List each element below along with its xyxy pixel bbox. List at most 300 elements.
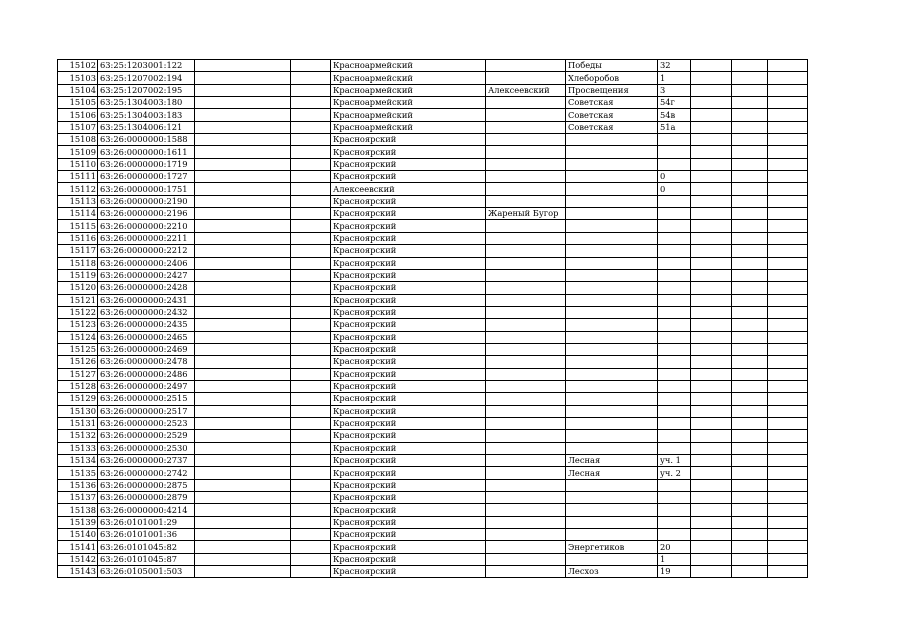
street-cell (566, 516, 658, 528)
cadastral-number-cell: 63:26:0101001:36 (98, 529, 195, 541)
district-cell: Красноярский (331, 430, 486, 442)
district-cell: Красноярский (331, 134, 486, 146)
table-row (58, 479, 808, 491)
house-cell (658, 380, 691, 392)
table-row (58, 72, 808, 84)
table-row (58, 417, 808, 429)
empty-cell (195, 306, 291, 318)
empty-cell (732, 134, 768, 146)
cadastral-number-cell: 63:26:0000000:2517 (98, 405, 195, 417)
cadastral-number-cell: 63:26:0000000:2486 (98, 368, 195, 380)
house-cell: 1 (658, 553, 691, 565)
empty-cell (691, 405, 732, 417)
cadastral-number-cell: 63:25:1304006:121 (98, 121, 195, 133)
row-number-cell: 15109 (58, 146, 98, 158)
row-number-cell: 15117 (58, 245, 98, 257)
empty-cell (691, 417, 732, 429)
street-cell (566, 356, 658, 368)
table-row (58, 245, 808, 257)
row-number-cell: 15134 (58, 455, 98, 467)
cadastral-number-cell: 63:26:0000000:2211 (98, 232, 195, 244)
empty-cell (768, 368, 808, 380)
empty-cell (291, 368, 331, 380)
empty-cell (732, 356, 768, 368)
empty-cell (732, 566, 768, 578)
row-number-cell: 15120 (58, 282, 98, 294)
empty-cell (195, 121, 291, 133)
cadastral-number-cell: 63:26:0000000:2523 (98, 417, 195, 429)
house-cell (658, 343, 691, 355)
row-number-cell: 15107 (58, 121, 98, 133)
house-cell: 54в (658, 109, 691, 121)
row-number-cell: 15142 (58, 553, 98, 565)
cadastral-number-cell: 63:26:0000000:2478 (98, 356, 195, 368)
empty-cell (732, 455, 768, 467)
empty-cell (768, 134, 808, 146)
house-cell (658, 516, 691, 528)
row-number-cell: 15118 (58, 257, 98, 269)
district-cell: Красноармейский (331, 121, 486, 133)
empty-cell (195, 529, 291, 541)
locality-cell (486, 343, 566, 355)
district-cell: Красноярский (331, 257, 486, 269)
empty-cell (768, 541, 808, 553)
house-cell: 1 (658, 72, 691, 84)
house-cell (658, 195, 691, 207)
locality-cell (486, 430, 566, 442)
row-number-cell: 15112 (58, 183, 98, 195)
empty-cell (195, 319, 291, 331)
empty-cell (768, 455, 808, 467)
table-row (58, 541, 808, 553)
house-cell (658, 146, 691, 158)
empty-cell (195, 492, 291, 504)
table-row (58, 331, 808, 343)
empty-cell (768, 566, 808, 578)
row-number-cell: 15126 (58, 356, 98, 368)
empty-cell (732, 109, 768, 121)
district-cell: Красноармейский (331, 72, 486, 84)
cadastral-number-cell: 63:26:0000000:2497 (98, 380, 195, 392)
cadastral-number-cell: 63:26:0000000:2469 (98, 343, 195, 355)
row-number-cell: 15114 (58, 208, 98, 220)
empty-cell (768, 245, 808, 257)
cadastral-number-cell: 63:26:0000000:2742 (98, 467, 195, 479)
street-cell (566, 158, 658, 170)
row-number-cell: 15129 (58, 393, 98, 405)
empty-cell (195, 331, 291, 343)
house-cell (658, 269, 691, 281)
district-cell: Красноярский (331, 220, 486, 232)
empty-cell (291, 183, 331, 195)
cadastral-number-cell: 63:26:0000000:1727 (98, 171, 195, 183)
empty-cell (768, 504, 808, 516)
empty-cell (291, 306, 331, 318)
table-row (58, 183, 808, 195)
locality-cell (486, 504, 566, 516)
locality-cell (486, 467, 566, 479)
empty-cell (691, 319, 732, 331)
district-cell: Красноярский (331, 343, 486, 355)
empty-cell (691, 331, 732, 343)
locality-cell (486, 356, 566, 368)
table-row (58, 195, 808, 207)
empty-cell (768, 257, 808, 269)
empty-cell (691, 72, 732, 84)
empty-cell (691, 171, 732, 183)
cadastral-number-cell: 63:26:0000000:1751 (98, 183, 195, 195)
empty-cell (691, 479, 732, 491)
street-cell (566, 393, 658, 405)
empty-cell (691, 368, 732, 380)
empty-cell (691, 220, 732, 232)
table-row (58, 282, 808, 294)
house-cell: 20 (658, 541, 691, 553)
district-cell: Красноярский (331, 516, 486, 528)
empty-cell (691, 566, 732, 578)
street-cell (566, 405, 658, 417)
locality-cell (486, 319, 566, 331)
empty-cell (768, 516, 808, 528)
empty-cell (291, 146, 331, 158)
row-number-cell: 15124 (58, 331, 98, 343)
empty-cell (291, 134, 331, 146)
street-cell: Советская (566, 97, 658, 109)
empty-cell (291, 294, 331, 306)
district-cell: Красноярский (331, 282, 486, 294)
empty-cell (732, 492, 768, 504)
empty-cell (195, 158, 291, 170)
table-row (58, 220, 808, 232)
empty-cell (691, 84, 732, 96)
table-row (58, 158, 808, 170)
house-cell (658, 368, 691, 380)
empty-cell (195, 294, 291, 306)
table-row (58, 516, 808, 528)
cadastral-number-cell: 63:26:0000000:2879 (98, 492, 195, 504)
empty-cell (732, 541, 768, 553)
locality-cell (486, 368, 566, 380)
empty-cell (291, 504, 331, 516)
empty-cell (732, 529, 768, 541)
cadastral-number-cell: 63:26:0000000:2212 (98, 245, 195, 257)
cadastral-number-cell: 63:25:1203001:122 (98, 60, 195, 72)
cadastral-number-cell: 63:26:0000000:2190 (98, 195, 195, 207)
empty-cell (732, 245, 768, 257)
empty-cell (768, 417, 808, 429)
empty-cell (732, 319, 768, 331)
table-row (58, 442, 808, 454)
empty-cell (195, 368, 291, 380)
street-cell: Советская (566, 109, 658, 121)
empty-cell (768, 343, 808, 355)
empty-cell (291, 566, 331, 578)
locality-cell (486, 195, 566, 207)
empty-cell (691, 529, 732, 541)
row-number-cell: 15111 (58, 171, 98, 183)
empty-cell (195, 245, 291, 257)
house-cell: 51а (658, 121, 691, 133)
street-cell (566, 134, 658, 146)
cadastral-number-cell: 63:26:0000000:2428 (98, 282, 195, 294)
empty-cell (768, 282, 808, 294)
empty-cell (195, 566, 291, 578)
empty-cell (732, 257, 768, 269)
empty-cell (291, 430, 331, 442)
table-row (58, 97, 808, 109)
empty-cell (291, 60, 331, 72)
empty-cell (195, 405, 291, 417)
empty-cell (691, 306, 732, 318)
row-number-cell: 15119 (58, 269, 98, 281)
table-row (58, 492, 808, 504)
empty-cell (732, 208, 768, 220)
row-number-cell: 15125 (58, 343, 98, 355)
table-row (58, 455, 808, 467)
district-cell: Красноярский (331, 553, 486, 565)
row-number-cell: 15128 (58, 380, 98, 392)
empty-cell (291, 417, 331, 429)
empty-cell (691, 208, 732, 220)
row-number-cell: 15106 (58, 109, 98, 121)
empty-cell (691, 380, 732, 392)
district-cell: Алексеевский (331, 183, 486, 195)
district-cell: Красноармейский (331, 109, 486, 121)
empty-cell (732, 121, 768, 133)
row-number-cell: 15127 (58, 368, 98, 380)
street-cell (566, 294, 658, 306)
empty-cell (691, 294, 732, 306)
street-cell (566, 306, 658, 318)
empty-cell (768, 529, 808, 541)
row-number-cell: 15143 (58, 566, 98, 578)
district-cell: Красноярский (331, 245, 486, 257)
table-row (58, 60, 808, 72)
cadastral-number-cell: 63:26:0101045:82 (98, 541, 195, 553)
table-row (58, 269, 808, 281)
row-number-cell: 15108 (58, 134, 98, 146)
empty-cell (732, 516, 768, 528)
cadastral-number-cell: 63:26:0000000:2431 (98, 294, 195, 306)
house-cell (658, 492, 691, 504)
street-cell (566, 183, 658, 195)
empty-cell (291, 208, 331, 220)
empty-cell (732, 417, 768, 429)
empty-cell (291, 97, 331, 109)
house-cell: 3 (658, 84, 691, 96)
house-cell (658, 306, 691, 318)
table-row (58, 430, 808, 442)
empty-cell (195, 417, 291, 429)
cadastral-number-cell: 63:26:0000000:2515 (98, 393, 195, 405)
empty-cell (195, 72, 291, 84)
street-cell: Хлеборобов (566, 72, 658, 84)
property-table (57, 59, 808, 578)
empty-cell (291, 282, 331, 294)
spreadsheet-page (57, 59, 808, 578)
cadastral-number-cell: 63:26:0000000:2432 (98, 306, 195, 318)
empty-cell (291, 319, 331, 331)
row-number-cell: 15122 (58, 306, 98, 318)
empty-cell (195, 430, 291, 442)
district-cell: Красноярский (331, 479, 486, 491)
row-number-cell: 15131 (58, 417, 98, 429)
row-number-cell: 15141 (58, 541, 98, 553)
cadastral-number-cell: 63:26:0105001:503 (98, 566, 195, 578)
district-cell: Красноярский (331, 368, 486, 380)
empty-cell (768, 319, 808, 331)
locality-cell (486, 109, 566, 121)
house-cell: 54г (658, 97, 691, 109)
cadastral-number-cell: 63:26:0000000:2530 (98, 442, 195, 454)
empty-cell (291, 393, 331, 405)
district-cell: Красноярский (331, 331, 486, 343)
empty-cell (732, 220, 768, 232)
empty-cell (291, 331, 331, 343)
empty-cell (291, 72, 331, 84)
empty-cell (691, 516, 732, 528)
empty-cell (195, 208, 291, 220)
empty-cell (732, 331, 768, 343)
empty-cell (768, 306, 808, 318)
empty-cell (195, 393, 291, 405)
locality-cell (486, 183, 566, 195)
district-cell: Красноярский (331, 171, 486, 183)
empty-cell (732, 306, 768, 318)
empty-cell (768, 294, 808, 306)
row-number-cell: 15102 (58, 60, 98, 72)
empty-cell (691, 393, 732, 405)
street-cell: Лесхоз (566, 566, 658, 578)
table-row (58, 356, 808, 368)
empty-cell (732, 430, 768, 442)
locality-cell (486, 331, 566, 343)
empty-cell (732, 467, 768, 479)
district-cell: Красноярский (331, 232, 486, 244)
table-row (58, 134, 808, 146)
empty-cell (768, 356, 808, 368)
cadastral-number-cell: 63:26:0000000:1719 (98, 158, 195, 170)
street-cell: Просвещения (566, 84, 658, 96)
row-number-cell: 15137 (58, 492, 98, 504)
locality-cell (486, 405, 566, 417)
district-cell: Красноармейский (331, 97, 486, 109)
locality-cell (486, 134, 566, 146)
row-number-cell: 15104 (58, 84, 98, 96)
house-cell (658, 529, 691, 541)
empty-cell (291, 109, 331, 121)
empty-cell (291, 158, 331, 170)
locality-cell (486, 492, 566, 504)
empty-cell (768, 492, 808, 504)
house-cell (658, 232, 691, 244)
street-cell (566, 282, 658, 294)
house-cell (658, 134, 691, 146)
empty-cell (291, 516, 331, 528)
house-cell (658, 356, 691, 368)
table-row (58, 319, 808, 331)
street-cell (566, 417, 658, 429)
locality-cell (486, 380, 566, 392)
empty-cell (291, 257, 331, 269)
empty-cell (732, 553, 768, 565)
cadastral-number-cell: 63:26:0000000:2529 (98, 430, 195, 442)
street-cell (566, 442, 658, 454)
locality-cell (486, 306, 566, 318)
district-cell: Красноярский (331, 417, 486, 429)
table-row (58, 393, 808, 405)
empty-cell (732, 405, 768, 417)
empty-cell (768, 146, 808, 158)
locality-cell (486, 541, 566, 553)
locality-cell (486, 393, 566, 405)
empty-cell (195, 84, 291, 96)
empty-cell (732, 183, 768, 195)
locality-cell (486, 220, 566, 232)
empty-cell (691, 121, 732, 133)
empty-cell (195, 134, 291, 146)
empty-cell (768, 430, 808, 442)
empty-cell (691, 541, 732, 553)
empty-cell (291, 455, 331, 467)
table-row (58, 146, 808, 158)
empty-cell (732, 393, 768, 405)
cadastral-number-cell: 63:26:0000000:2875 (98, 479, 195, 491)
empty-cell (195, 504, 291, 516)
table-row (58, 121, 808, 133)
empty-cell (195, 467, 291, 479)
street-cell (566, 380, 658, 392)
empty-cell (691, 109, 732, 121)
house-cell (658, 294, 691, 306)
house-cell (658, 220, 691, 232)
row-number-cell: 15105 (58, 97, 98, 109)
empty-cell (768, 84, 808, 96)
table-row (58, 529, 808, 541)
empty-cell (732, 72, 768, 84)
empty-cell (732, 282, 768, 294)
district-cell: Красноярский (331, 492, 486, 504)
empty-cell (291, 245, 331, 257)
district-cell: Красноярский (331, 442, 486, 454)
district-cell: Красноярский (331, 306, 486, 318)
empty-cell (291, 380, 331, 392)
table-row (58, 553, 808, 565)
empty-cell (732, 146, 768, 158)
cadastral-number-cell: 63:25:1304003:180 (98, 97, 195, 109)
district-cell: Красноярский (331, 195, 486, 207)
row-number-cell: 15110 (58, 158, 98, 170)
house-cell: 0 (658, 183, 691, 195)
locality-cell (486, 516, 566, 528)
house-cell: уч. 1 (658, 455, 691, 467)
locality-cell (486, 232, 566, 244)
locality-cell (486, 442, 566, 454)
empty-cell (291, 356, 331, 368)
empty-cell (291, 195, 331, 207)
empty-cell (768, 109, 808, 121)
cadastral-number-cell: 63:26:0000000:2210 (98, 220, 195, 232)
locality-cell (486, 269, 566, 281)
locality-cell (486, 146, 566, 158)
empty-cell (691, 553, 732, 565)
empty-cell (291, 541, 331, 553)
empty-cell (691, 245, 732, 257)
cadastral-number-cell: 63:26:0000000:2427 (98, 269, 195, 281)
empty-cell (732, 158, 768, 170)
street-cell (566, 146, 658, 158)
district-cell: Красноярский (331, 158, 486, 170)
